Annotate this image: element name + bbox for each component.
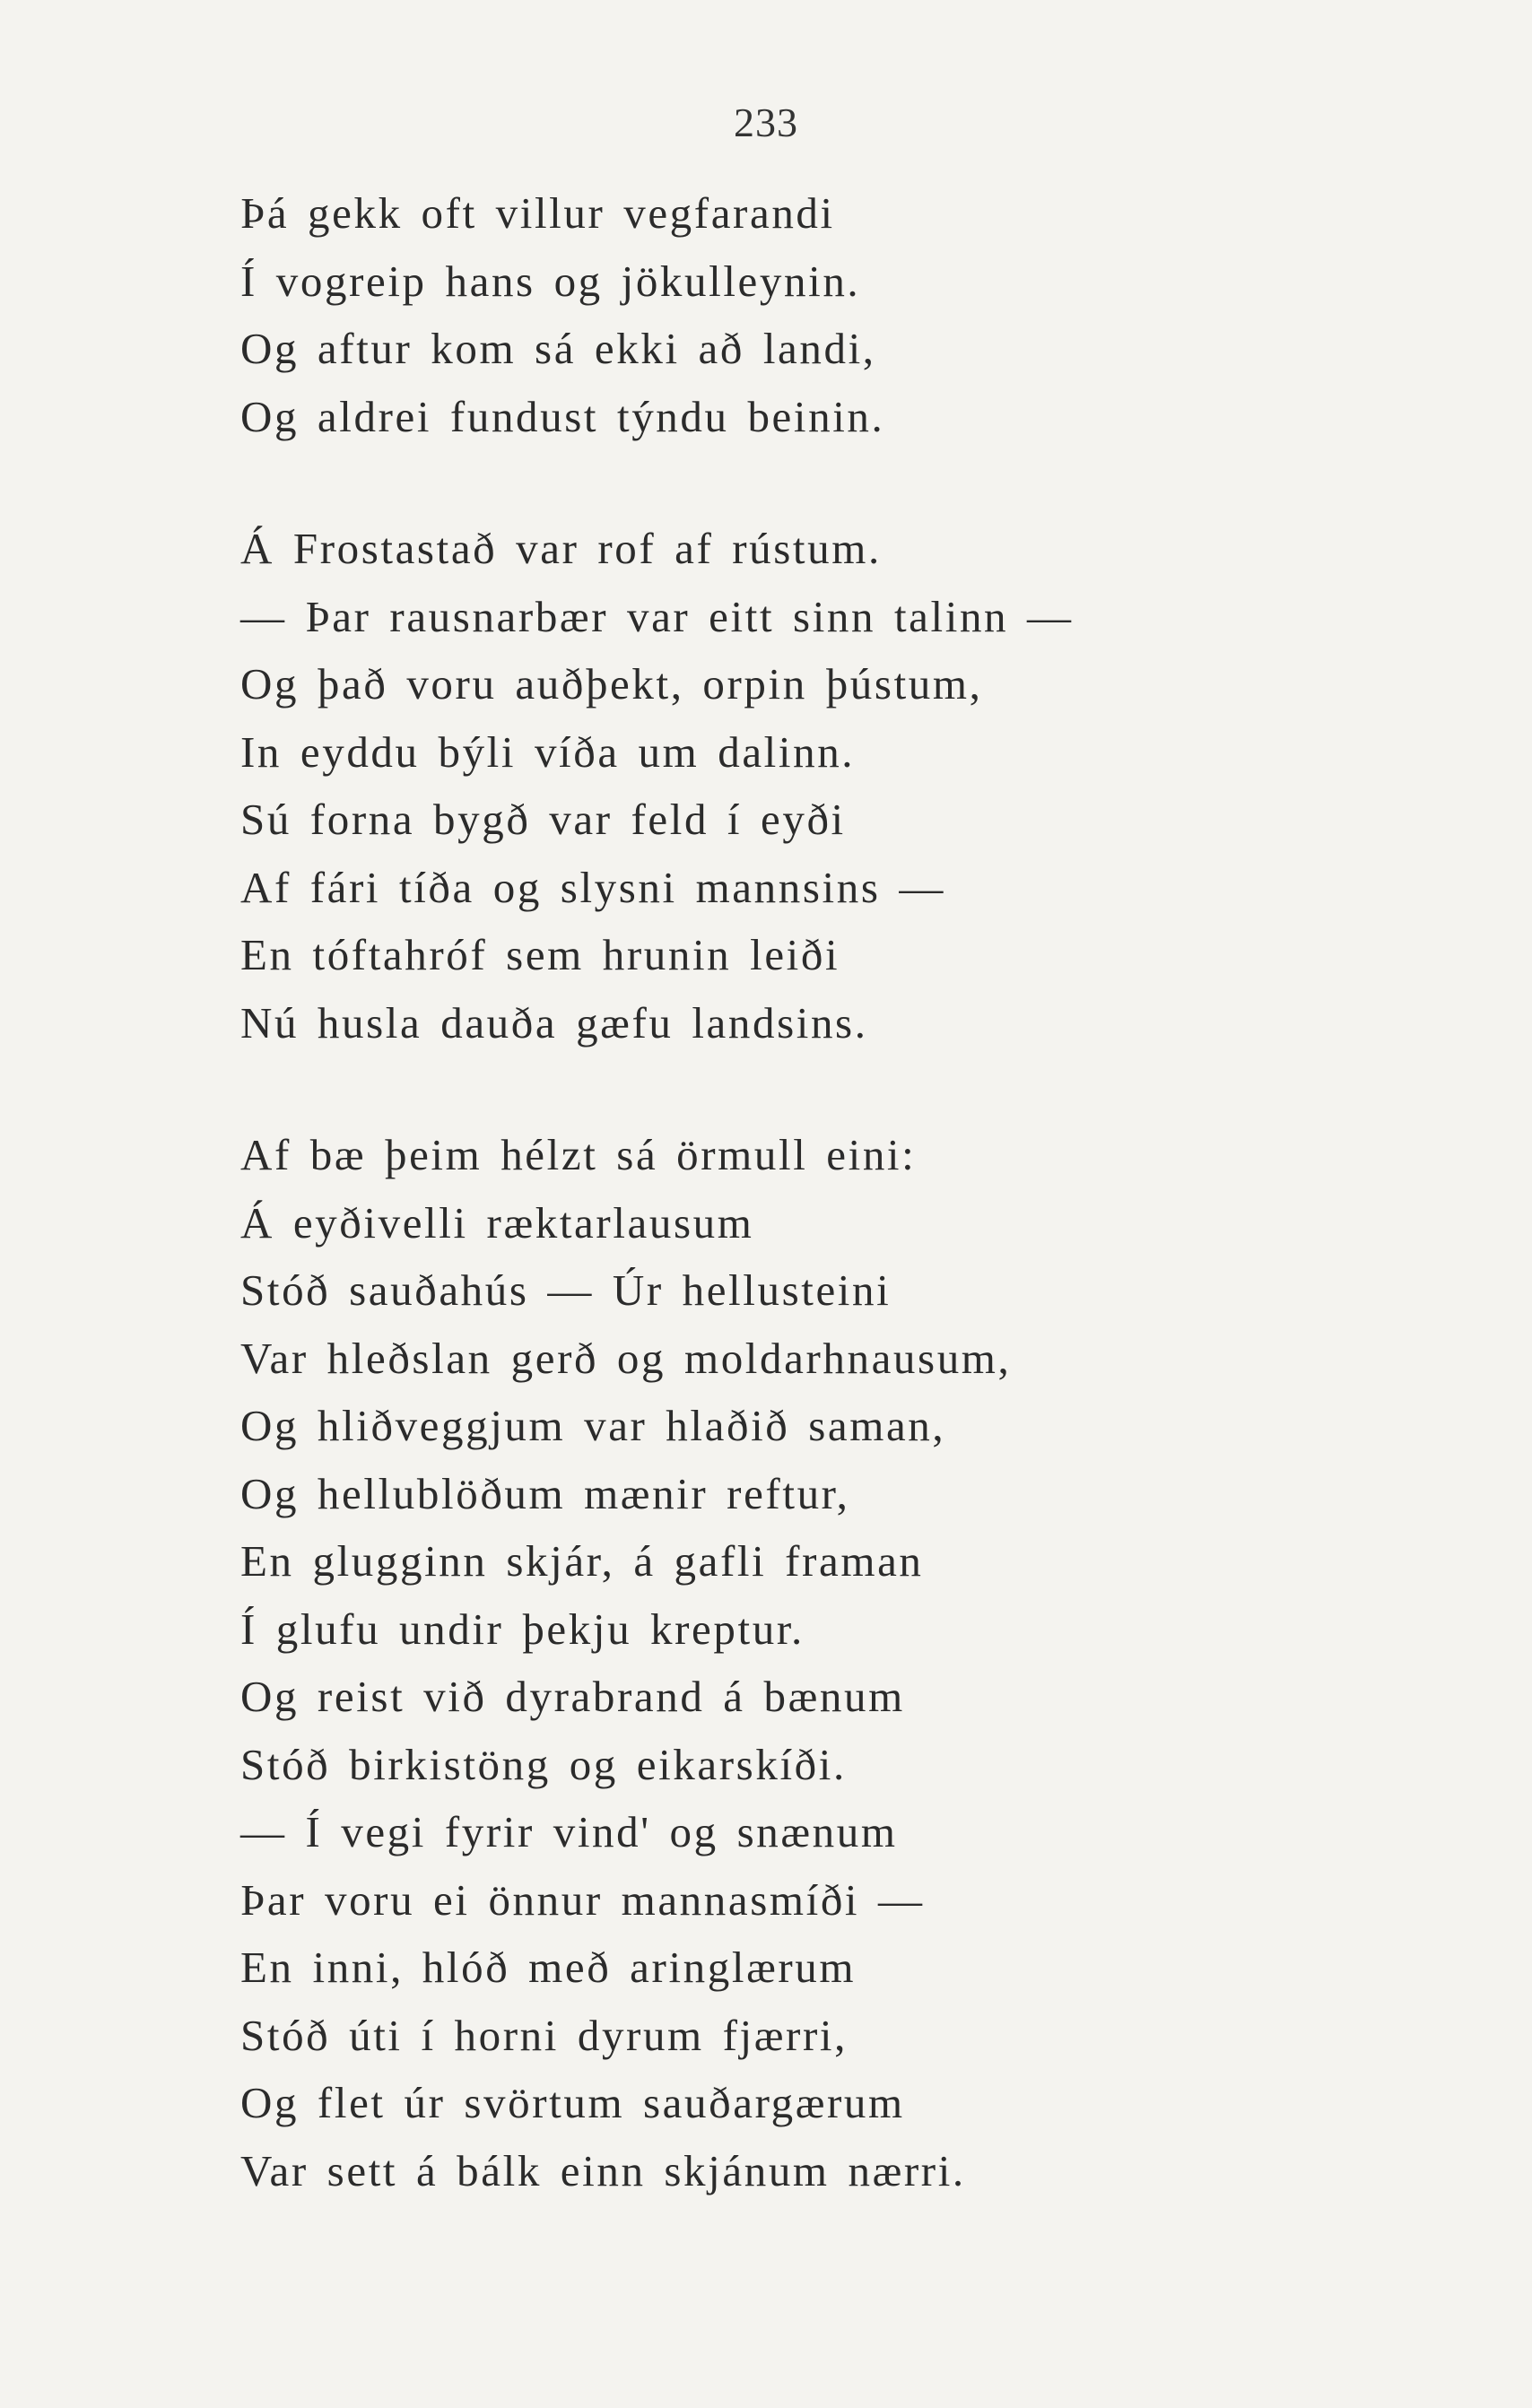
stanza-2 [240,515,1353,1056]
poem-line: Stóð sauðahús — Úr hellusteini [240,1265,892,1315]
poem-line: Og flet úr svörtum sauðargærum [240,2078,905,2127]
poem-line: Var hleðslan gerð og moldarhnausum, [240,1333,1012,1383]
poem-line: Var sett á bálk einn skjánum nærri. [240,2145,966,2195]
page-number: 233 [734,100,798,145]
poem-line: Stóð úti í horni dyrum fjærri, [240,2010,848,2060]
poem-line: Stóð birkistöng og eikarskíði. [240,1739,847,1789]
poem-line: Á eyðivelli ræktarlausum [240,1197,754,1247]
poem-line: Sú forna bygð var feld í eyði [240,795,846,844]
poem [240,179,1353,2204]
poem-line: Af fári tíða og slysni mannsins — [240,862,945,912]
poem-line: In eyddu býli víða um dalinn. [240,726,856,777]
poem-line: Þar voru ei önnur mannasmíði — [240,1874,925,1925]
stanza-1 [240,179,1353,450]
poem-line: Í vogreip hans og jökulleynin. [240,256,861,306]
poem-line: En tóftahróf sem hrunin leiði [240,930,840,979]
poem-line: Og hliðveggjum var hlaðið saman, [240,1401,946,1450]
poem-line: — Þar rausnarbær var eitt sinn talinn — [240,591,1074,641]
poem-line: En glugginn skjár, á gafli framan [240,1536,924,1586]
poem-line: Á Frostastað var rof af rústum. [240,524,882,573]
poem-line: Þá gekk oft villur vegfarandi [240,188,835,238]
poem-line: Og það voru auðþekt, orpin þústum, [240,659,983,708]
poem-line: Og aftur kom sá ekki að landi, [240,324,876,373]
poem-line: En inni, hlóð með aringlærum [240,1943,857,1992]
poem-line: — Í vegi fyrir vind' og snænum [240,1807,898,1856]
poem-line: Og aldrei fundust týndu beinin. [240,391,885,441]
poem-line: Og reist við dyrabrand á bænum [240,1672,905,1721]
poem-line: Nú husla dauða gæfu landsins. [240,997,868,1048]
poem-line: Af bæ þeim hélzt sá örmull eini: [240,1130,917,1179]
poem-line: Og hellublöðum mænir reftur, [240,1468,850,1518]
poem-line: Í glufu undir þekju kreptur. [240,1604,805,1654]
stanza-3 [240,1121,1353,2204]
